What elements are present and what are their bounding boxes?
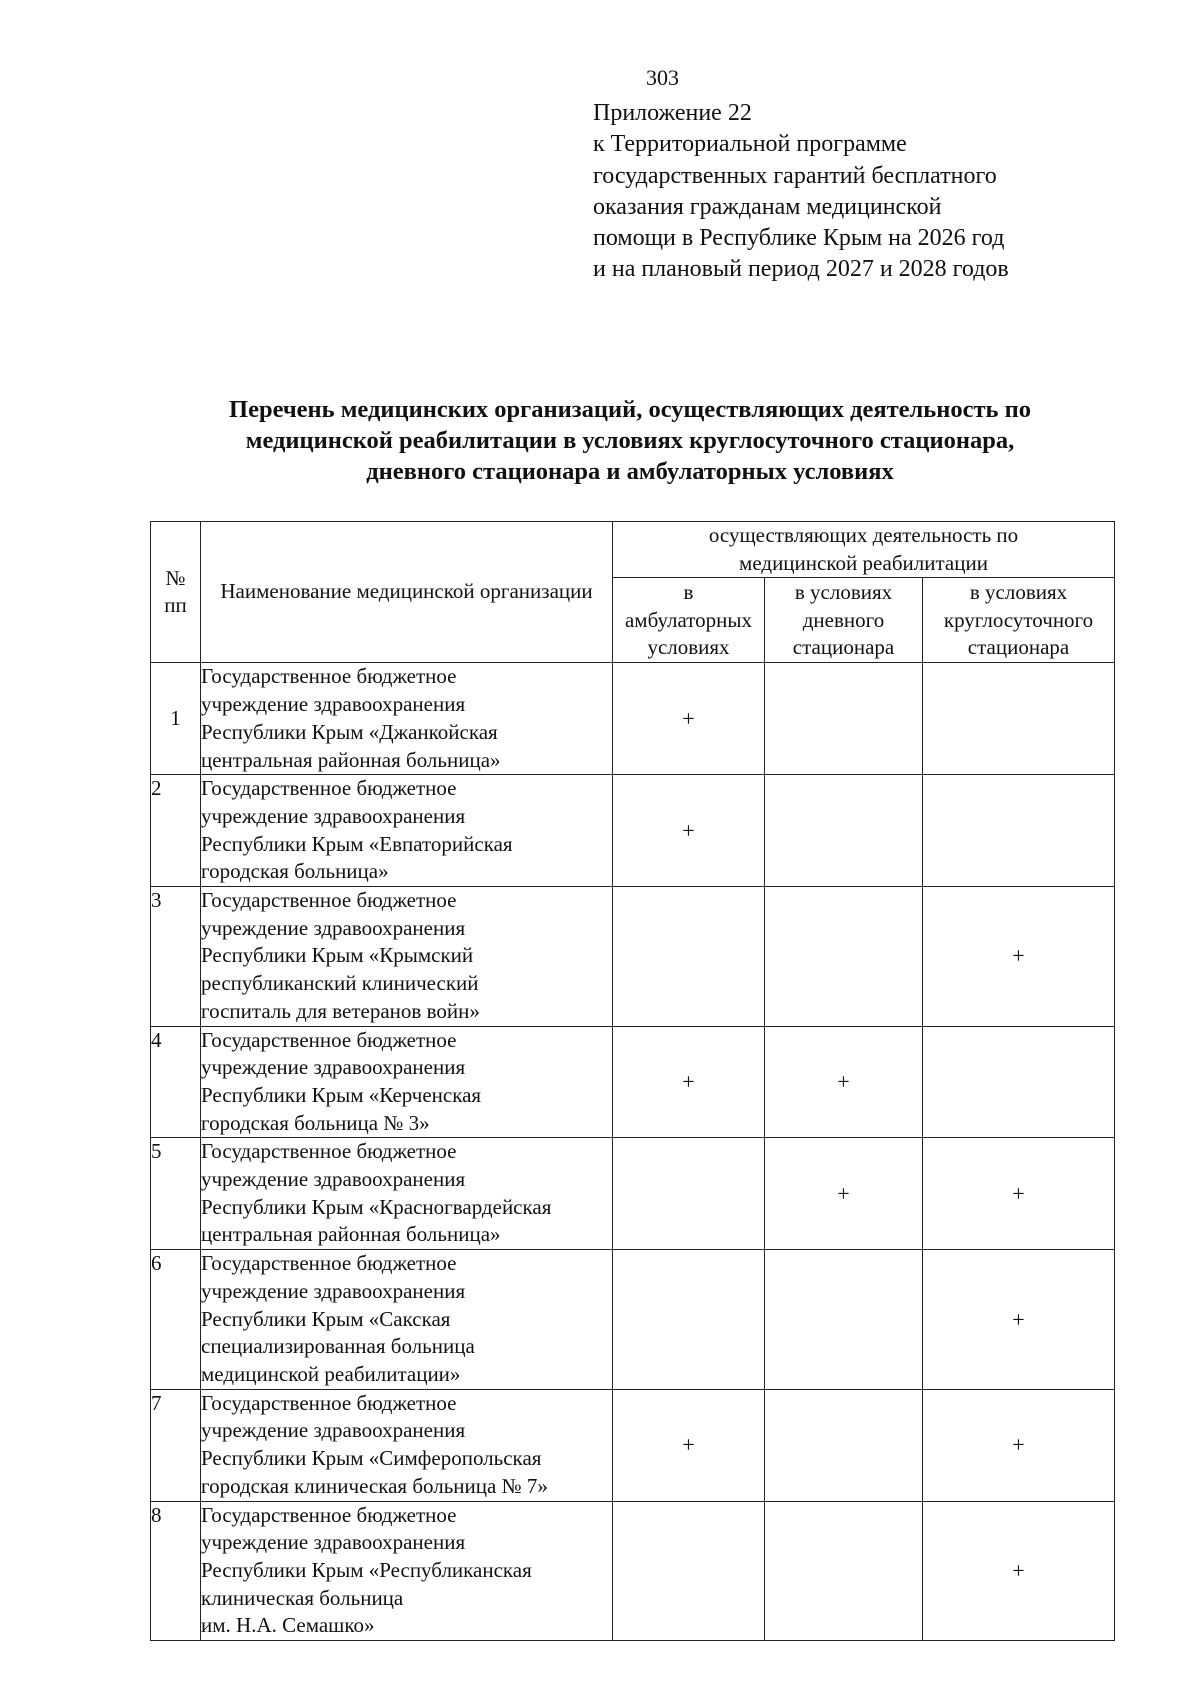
appendix-note: [593, 98, 1009, 286]
header-ambulatory: в амбулаторных условиях: [613, 578, 765, 663]
table-row: [151, 1250, 1115, 1390]
appendix-line: оказания гражданам медицинской: [593, 193, 942, 220]
appendix-line: помощи в Республике Крым на 2026 год: [593, 225, 1005, 252]
round-the-clock-mark: [923, 663, 1115, 775]
day-hospital-mark: [765, 775, 923, 887]
round-the-clock-mark: +: [923, 1250, 1115, 1390]
header-round-the-clock-hospital: в условиях круглосуточного стационара: [923, 578, 1115, 663]
row-number: 4: [151, 1026, 201, 1138]
organization-name: Государственное бюджетное учреждение здравоохранения Республики Крым «Джанкойская центральная районная больница»: [201, 663, 613, 775]
ambulatory-mark: [613, 887, 765, 1027]
organization-name: Государственное бюджетное учреждение здравоохранения Республики Крым «Евпаторийская городская больница»: [201, 775, 613, 887]
round-the-clock-mark: +: [923, 1389, 1115, 1501]
organization-name: Государственное бюджетное учреждение здравоохранения Республики Крым «Симферопольская городская клиническая больница № 7»: [201, 1389, 613, 1501]
page-number: 303: [646, 65, 679, 90]
row-number: 5: [151, 1138, 201, 1250]
day-hospital-mark: [765, 887, 923, 1027]
organization-name: Государственное бюджетное учреждение здравоохранения Республики Крым «Красногвардейская центральная районная больница»: [201, 1138, 613, 1250]
table-row: [151, 1026, 1115, 1138]
ambulatory-mark: +: [613, 1389, 765, 1501]
row-number: 8: [151, 1501, 201, 1641]
appendix-line: и на плановый период 2027 и 2028 годов: [593, 256, 1009, 283]
table-row: [151, 887, 1115, 1027]
ambulatory-mark: [613, 1138, 765, 1250]
table-row: [151, 1389, 1115, 1501]
organization-name: Государственное бюджетное учреждение здравоохранения Республики Крым «Керченская городская больница № 3»: [201, 1026, 613, 1138]
day-hospital-mark: [765, 1250, 923, 1390]
table-row: [151, 1138, 1115, 1250]
header-rehabilitation-group: осуществляющих деятельность по медицинской реабилитации: [613, 522, 1115, 578]
ambulatory-mark: [613, 1501, 765, 1641]
round-the-clock-mark: [923, 775, 1115, 887]
header-organization-name: Наименование медицинской организации: [201, 522, 613, 663]
organization-name: Государственное бюджетное учреждение здравоохранения Республики Крым «Сакская специализированная больница медицинской реабилитации»: [201, 1250, 613, 1390]
appendix-line: Приложение 22: [593, 100, 752, 126]
row-number: 1: [151, 663, 201, 775]
day-hospital-mark: +: [765, 1138, 923, 1250]
round-the-clock-mark: [923, 1026, 1115, 1138]
title-line: медицинской реабилитации в условиях круглосуточного стационара,: [245, 427, 1015, 454]
round-the-clock-mark: +: [923, 887, 1115, 1027]
appendix-line: государственных гарантий бесплатного: [593, 162, 997, 189]
title-line: Перечень медицинских организаций, осуществляющих деятельность по: [229, 396, 1031, 423]
round-the-clock-mark: +: [923, 1501, 1115, 1641]
ambulatory-mark: +: [613, 663, 765, 775]
row-number: 2: [151, 775, 201, 887]
header-day-hospital: в условиях дневного стационара: [765, 578, 923, 663]
day-hospital-mark: [765, 1501, 923, 1641]
row-number: 3: [151, 887, 201, 1027]
organizations-table: [150, 521, 1115, 1641]
ambulatory-mark: +: [613, 775, 765, 887]
title-line: дневного стационара и амбулаторных условиях: [366, 458, 894, 485]
organization-name: Государственное бюджетное учреждение здравоохранения Республики Крым «Крымский республиканский клинический госпиталь для ветеранов войн»: [201, 887, 613, 1027]
day-hospital-mark: +: [765, 1026, 923, 1138]
table-row: [151, 1501, 1115, 1641]
table-row: [151, 775, 1115, 887]
round-the-clock-mark: +: [923, 1138, 1115, 1250]
appendix-line: к Территориальной программе: [593, 131, 907, 158]
ambulatory-mark: [613, 1250, 765, 1390]
document-title: [100, 394, 1160, 487]
row-number: 7: [151, 1389, 201, 1501]
ambulatory-mark: +: [613, 1026, 765, 1138]
header-number: № пп: [151, 522, 201, 663]
day-hospital-mark: [765, 1389, 923, 1501]
row-number: 6: [151, 1250, 201, 1390]
table-row: [151, 663, 1115, 775]
organization-name: Государственное бюджетное учреждение здравоохранения Республики Крым «Республиканская клиническая больница им. Н.А. Семашко»: [201, 1501, 613, 1641]
day-hospital-mark: [765, 663, 923, 775]
